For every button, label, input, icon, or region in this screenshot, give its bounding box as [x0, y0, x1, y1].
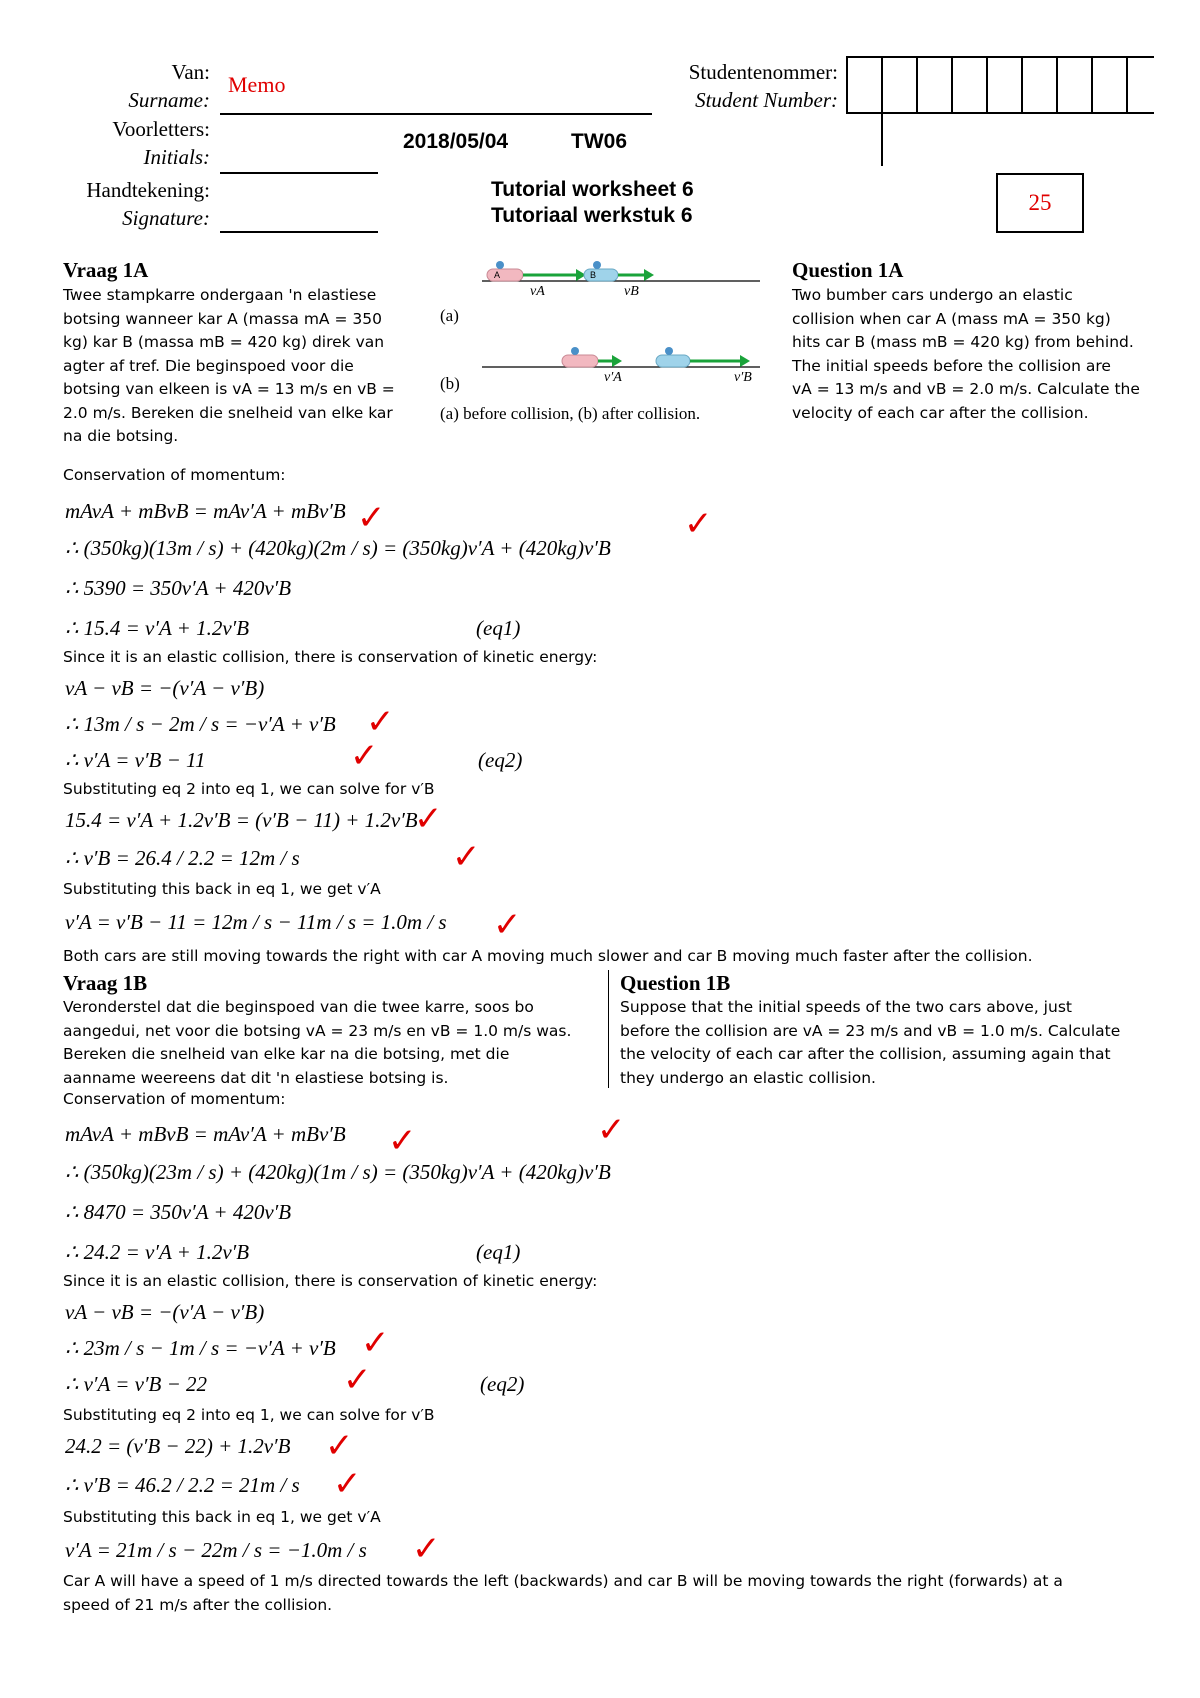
- q1a-text-en-line: Two bumber cars undergo an elastic: [792, 286, 1073, 304]
- check-mark-icon: ✓: [357, 498, 386, 538]
- q1a-eq7-tag: (eq2): [478, 748, 523, 772]
- collision-figure: [434, 254, 764, 434]
- signature-line: [220, 231, 378, 233]
- q1a-subst-back: Substituting this back in eq 1, we get v′A: [63, 880, 381, 898]
- check-mark-icon: ✓: [366, 702, 395, 742]
- q1b-heading-af: Vraag 1B: [63, 971, 148, 995]
- q1a-text-en-line: collision when car A (mass mA = 350 kg): [792, 309, 1111, 328]
- q1b-eq8: 24.2 = (v′B − 22) + 1.2v′B: [65, 1434, 291, 1458]
- surname-value: Memo: [228, 72, 286, 97]
- student-number-digit[interactable]: [918, 58, 953, 112]
- q1a-eq10: v′A = v′B − 11 = 12m / s − 11m / s = 1.0m / s: [65, 910, 447, 934]
- q1a-elastic: Since it is an elastic collision, there is conservation of kinetic energy:: [63, 648, 598, 666]
- q1b-text-en-line: before the collision are vA = 23 m/s and vB = 1.0 m/s. Calculate: [620, 1021, 1121, 1040]
- q1a-heading-en: Question 1A: [792, 258, 904, 282]
- q1b-text-af-line: Veronderstel dat die beginspoed van die twee karre, soos bo: [63, 998, 534, 1016]
- q1b-conclusion-line: speed of 21 m/s after the collision.: [63, 1595, 333, 1614]
- check-mark-icon: ✓: [388, 1121, 417, 1161]
- q1b-subst: Substituting eq 2 into eq 1, we can solve for v′B: [63, 1406, 435, 1424]
- figure-va-prime: v′A: [604, 370, 622, 385]
- student-number-digit[interactable]: [848, 58, 883, 112]
- figure-caption: (a) before collision, (b) after collision.: [440, 404, 701, 423]
- q1a-eq1: mAvA + mBvB = mAv′A + mBv′B: [65, 499, 346, 523]
- check-mark-icon: ✓: [325, 1426, 354, 1466]
- q1b-eq7-tag: (eq2): [480, 1372, 525, 1396]
- q1a-eq7: ∴ v′A = v′B − 11: [65, 748, 206, 772]
- q1b-text-en-line: they undergo an elastic collision.: [620, 1068, 876, 1087]
- q1b-conclusion-line: Car A will have a speed of 1 m/s directed towards the left (backwards) and car B will be moving towards the right (forwards) at a: [63, 1572, 1063, 1590]
- student-number-label-en: Student Number:: [695, 88, 838, 112]
- worksheet-title-en: Tutorial worksheet 6: [491, 178, 694, 201]
- figure-vb-prime: v′B: [734, 370, 752, 385]
- q1a-text-en: [792, 284, 1172, 425]
- q1a-text-en-line: hits car B (mass mB = 420 kg) from behind.: [792, 333, 1134, 351]
- q1a-text-af-line: 2.0 m/s. Bereken die snelheid van elke kar: [63, 403, 393, 422]
- student-number-digit[interactable]: [883, 58, 918, 112]
- initials-label-en: Initials:: [143, 145, 210, 169]
- column-divider: [608, 970, 609, 1088]
- q1b-eq4: ∴ 24.2 = v′A + 1.2v′B: [65, 1240, 250, 1264]
- q1b-text-en: [620, 996, 1180, 1090]
- q1b-eq2: ∴ (350kg)(23m / s) + (420kg)(1m / s) = (350kg)v′A + (420kg)v′B: [65, 1160, 611, 1184]
- check-mark-icon: ✓: [343, 1360, 372, 1400]
- q1b-text-af-line: Bereken die snelheid van elke kar na die botsing, met die: [63, 1045, 510, 1063]
- q1a-subst: Substituting eq 2 into eq 1, we can solve for v′B: [63, 780, 435, 798]
- q1a-text-en-line: velocity of each car after the collision.: [792, 403, 1089, 422]
- student-number-digit[interactable]: [953, 58, 988, 112]
- arrow-head-icon: [740, 355, 750, 367]
- q1a-text-af: [63, 284, 423, 449]
- signature-label-af: Handtekening:: [86, 178, 210, 202]
- car-a-after: [562, 347, 598, 367]
- q1b-eq5: vA − vB = −(v′A − v′B): [65, 1300, 265, 1324]
- q1b-text-en-line: Suppose that the initial speeds of the two cars above, just: [620, 998, 1072, 1016]
- score-value: 25: [1028, 190, 1052, 215]
- q1b-text-af: [63, 996, 603, 1090]
- student-number-label-af: Studentenommer:: [688, 60, 838, 84]
- q1a-eq5: vA − vB = −(v′A − v′B): [65, 676, 265, 700]
- arrow-head-icon: [612, 355, 622, 367]
- student-number-digit[interactable]: [1023, 58, 1058, 112]
- surname-line: [220, 113, 652, 115]
- q1a-eq4: ∴ 15.4 = v′A + 1.2v′B: [65, 616, 250, 640]
- initials-label-af: Voorletters:: [112, 117, 210, 141]
- q1b-elastic: Since it is an elastic collision, there is conservation of kinetic energy:: [63, 1272, 598, 1290]
- q1b-eq1: mAvA + mBvB = mAv′A + mBv′B: [65, 1122, 346, 1146]
- figure-label-a: (a): [440, 306, 459, 325]
- q1a-text-en-line: vA = 13 m/s and vB = 2.0 m/s. Calculate the: [792, 380, 1140, 398]
- q1a-text-af-line: kg) kar B (massa mB = 420 kg) direk van: [63, 333, 385, 351]
- q1b-eq4-tag: (eq1): [476, 1240, 521, 1264]
- q1a-eq4-tag: (eq1): [476, 616, 521, 640]
- student-number-digit[interactable]: [1093, 58, 1128, 112]
- check-mark-icon: ✓: [684, 504, 713, 544]
- q1a-text-af-line: agter af tref. Die beginspoed voor die: [63, 356, 354, 375]
- check-mark-icon: ✓: [597, 1110, 626, 1150]
- car-a-before: [487, 261, 523, 281]
- q1b-eq6: ∴ 23m / s − 1m / s = −v′A + v′B: [65, 1336, 336, 1360]
- q1a-text-af-line: na die botsing.: [63, 427, 179, 445]
- student-number-digit[interactable]: [848, 112, 883, 166]
- signature-label-en: Signature:: [122, 206, 210, 230]
- q1a-eq9: ∴ v′B = 26.4 / 2.2 = 12m / s: [65, 846, 300, 870]
- q1b-eq10: v′A = 21m / s − 22m / s = −1.0m / s: [65, 1538, 367, 1562]
- student-number-digit[interactable]: [1058, 58, 1093, 112]
- arrow-head-icon: [644, 269, 654, 281]
- check-mark-icon: ✓: [350, 736, 379, 776]
- figure-va: vA: [530, 284, 545, 299]
- surname-label-af: Van:: [171, 60, 210, 84]
- car-b-label: B: [590, 270, 597, 280]
- q1b-subst-back: Substituting this back in eq 1, we get v′A: [63, 1508, 381, 1526]
- check-mark-icon: ✓: [412, 1529, 441, 1569]
- q1a-text-af-line: Twee stampkarre ondergaan 'n elastiese: [63, 286, 377, 304]
- check-mark-icon: ✓: [493, 905, 522, 945]
- q1a-eq2: ∴ (350kg)(13m / s) + (420kg)(2m / s) = (350kg)v′A + (420kg)v′B: [65, 536, 611, 560]
- q1a-conclusion: Both cars are still moving towards the right with car A moving much slower and car B moving much faster after the collision.: [63, 947, 1033, 965]
- q1b-text-af-line: aangedui, net voor die botsing vA = 23 m/s en vB = 1.0 m/s was.: [63, 1021, 572, 1040]
- q1a-text-af-line: botsing wanneer kar A (massa mA = 350: [63, 309, 382, 328]
- check-mark-icon: ✓: [333, 1464, 362, 1504]
- surname-label-en: Surname:: [128, 88, 210, 112]
- initials-line: [220, 172, 378, 174]
- figure-vb: vB: [624, 284, 639, 299]
- worksheet-date: 2018/05/04: [403, 130, 509, 153]
- q1b-text-af-line: aanname weereens dat dit 'n elastiese botsing is.: [63, 1068, 449, 1087]
- q1b-heading-en: Question 1B: [620, 971, 731, 995]
- student-number-boxes[interactable]: [846, 56, 1154, 114]
- check-mark-icon: ✓: [361, 1323, 390, 1363]
- q1a-conservation: Conservation of momentum:: [63, 466, 286, 484]
- q1a-eq3: ∴ 5390 = 350v′A + 420v′B: [65, 576, 292, 600]
- score-box: [996, 173, 1084, 233]
- q1b-text-en-line: the velocity of each car after the collision, assuming again that: [620, 1045, 1111, 1063]
- car-b-after: [656, 347, 690, 367]
- student-number-digit[interactable]: [988, 58, 1023, 112]
- q1a-text-af-line: botsing van elkeen is vA = 13 m/s en vB =: [63, 380, 395, 398]
- figure-label-b: (b): [440, 374, 460, 393]
- q1b-eq3: ∴ 8470 = 350v′A + 420v′B: [65, 1200, 292, 1224]
- q1a-text-en-line: The initial speeds before the collision are: [792, 356, 1111, 375]
- q1a-eq6: ∴ 13m / s − 2m / s = −v′A + v′B: [65, 712, 336, 736]
- check-mark-icon: ✓: [452, 837, 481, 877]
- check-mark-icon: ✓: [414, 799, 443, 839]
- car-a-label: A: [494, 270, 501, 280]
- worksheet-code: TW06: [571, 130, 628, 153]
- q1b-eq7: ∴ v′A = v′B − 22: [65, 1372, 208, 1396]
- q1b-conclusion: [63, 1570, 1163, 1617]
- q1b-eq9: ∴ v′B = 46.2 / 2.2 = 21m / s: [65, 1473, 300, 1497]
- q1a-eq8: 15.4 = v′A + 1.2v′B = (v′B − 11) + 1.2v′B: [65, 808, 418, 832]
- q1a-heading-af: Vraag 1A: [63, 258, 149, 282]
- worksheet-title-af: Tutoriaal werkstuk 6: [491, 204, 693, 227]
- q1b-conservation: Conservation of momentum:: [63, 1090, 286, 1108]
